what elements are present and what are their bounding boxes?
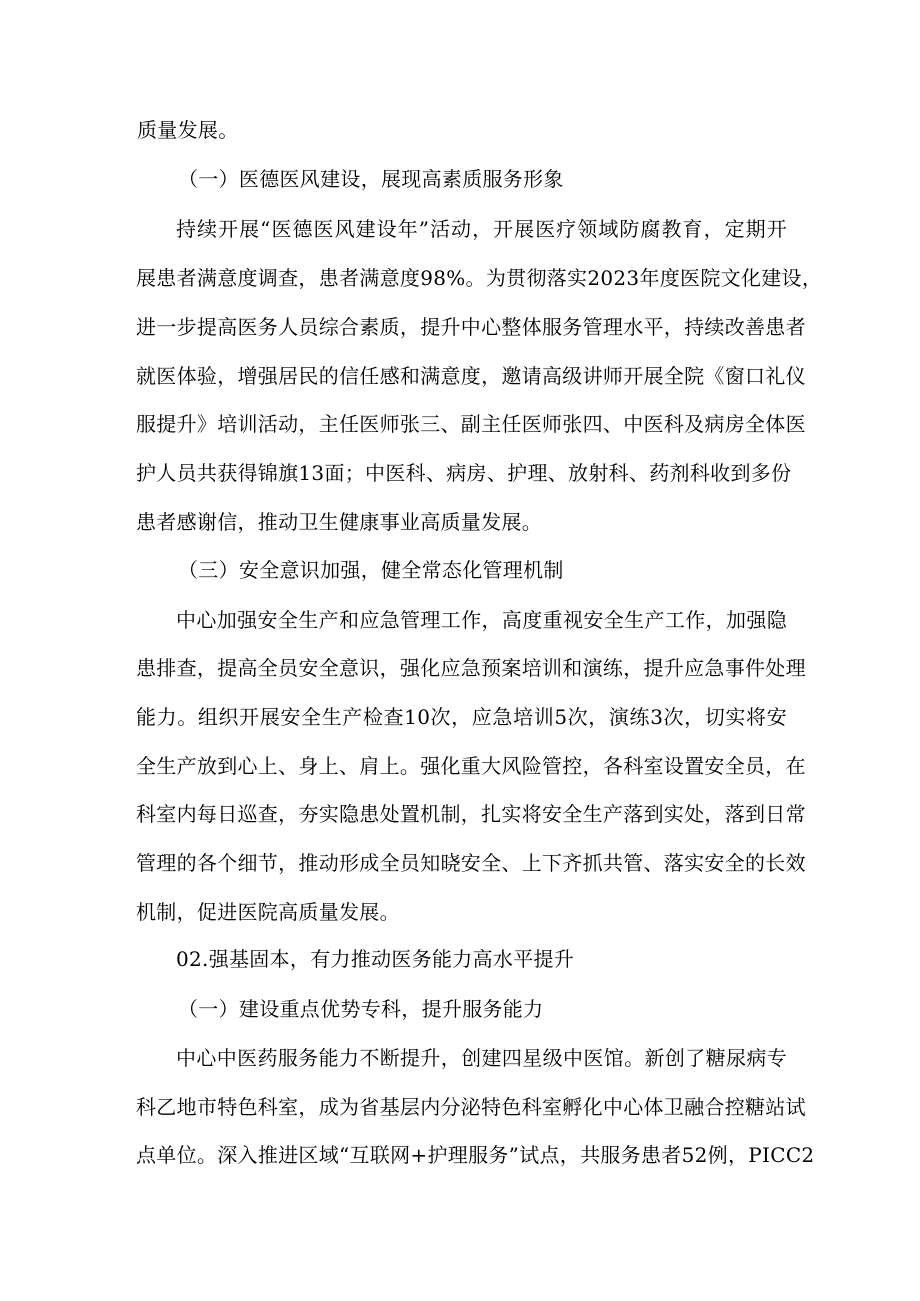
text-line: 全生产放到心上、身上、肩上。强化重大风险管控，各科室设置安全员，在 [136,754,806,778]
section-heading: （一）医德医风建设，展现高素质服务形象 [178,167,564,191]
text-line: 展患者满意度调查，患者满意度98%。为贯彻落实2023年度医院文化建设， [136,266,823,290]
text-line: 进一步提高医务人员综合素质，提升中心整体服务管理水平，持续改善患者 [136,315,806,339]
text-line: 科乙地市特色科室，成为省基层内分泌特色科室孵化中心体卫融合控糖站试 [136,1095,806,1119]
text-line: 就医体验，增强居民的信任感和满意度，邀请高级讲师开展全院《窗口礼仪 [136,364,806,388]
text-line: 点单位。深入推进区域“互联网+护理服务”试点，共服务患者52例，PICC2 [136,1143,815,1167]
text-line: 中心加强安全生产和应急管理工作，高度重视安全生产工作，加强隐 [176,608,787,632]
text-line: 机制，促进医院高质量发展。 [136,900,400,924]
text-line: 质量发展。 [137,118,239,142]
section-heading: （一）建设重点优势专科，提升服务能力 [178,997,544,1021]
section-heading: （三）安全意识加强，健全常态化管理机制 [178,558,564,582]
text-line: 护人员共获得锦旗13面；中医科、病房、护理、放射科、药剂科收到多份 [136,461,792,485]
text-line: 服提升》培训活动，主任医师张三、副主任医师张四、中医科及病房全体医 [136,412,806,436]
text-line: 科室内每日巡查，夯实隐患处置机制，扎实将安全生产落到实处，落到日常 [136,802,806,826]
text-line: 中心中医药服务能力不断提升，创建四星级中医馆。新创了糖尿病专 [176,1046,787,1070]
chapter-heading: 02.强基固本，有力推动医务能力高水平提升 [176,947,575,971]
text-line: 管理的各个细节，推动形成全员知晓安全、上下齐抓共管、落实安全的长效 [136,851,806,875]
text-line: 患排查，提高全员安全意识，强化应急预案培训和演练，提升应急事件处理 [136,656,806,680]
text-line: 能力。组织开展安全生产检查10次，应急培训5次，演练3次，切实将安 [136,705,787,729]
text-line: 患者感谢信，推动卫生健康事业高质量发展。 [136,510,542,534]
text-line: 持续开展“医德医风建设年”活动，开展医疗领域防腐教育，定期开 [176,217,787,241]
